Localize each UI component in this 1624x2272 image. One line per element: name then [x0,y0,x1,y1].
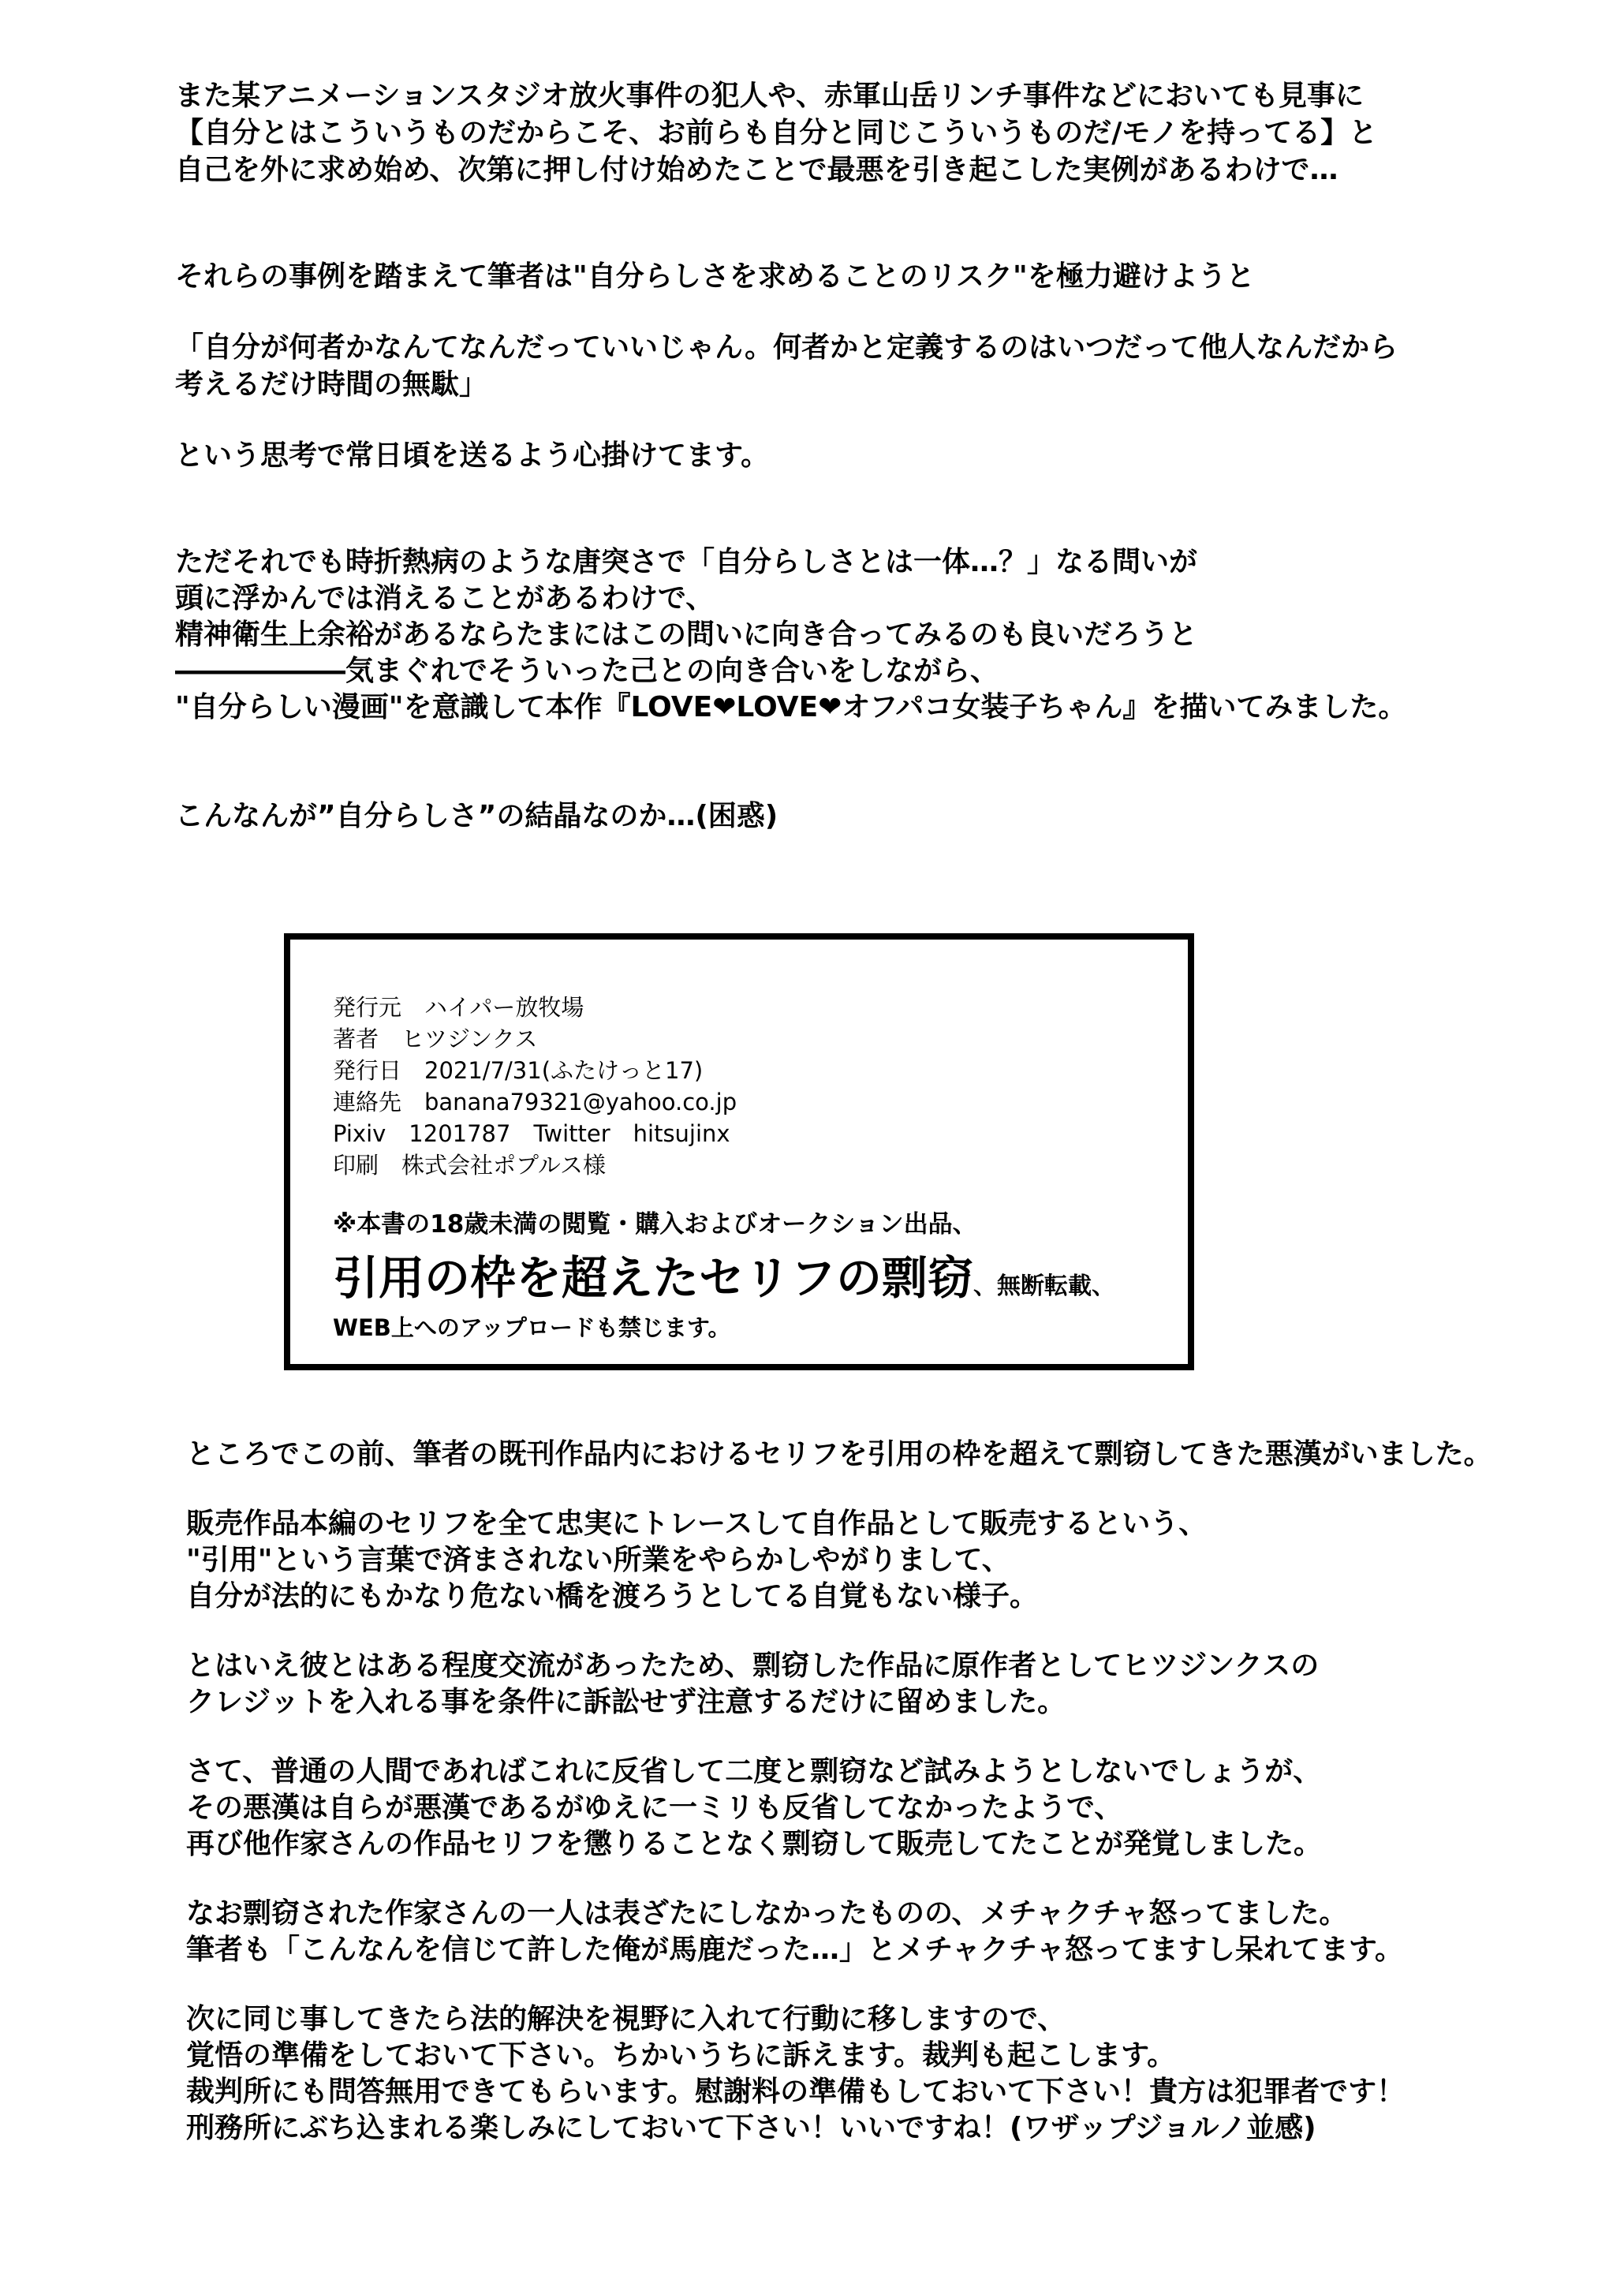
lower-line-14: 裁判所にも問答無用できてもらいます。慰謝料の準備もしておいて下さい！貴方は犯罪者です！ [186,2076,1406,2108]
upper-line-9: 頭に浮かんでは消えることがあるわけで、 [175,582,715,615]
upper-line-12: "自分らしい漫画"を意識して本作『LOVE❤LOVE❤オフパコ女装子ちゃん』を描いてみました。 [175,691,1407,723]
upper-line-8: ただそれでも時折熱病のような唐突さで「自分らしさとは一体…？」なる問いが [175,546,1198,578]
lower-line-6: クレジットを入れる事を条件に訴訟せず注意するだけに留めました。 [186,1686,1066,1718]
upper-line-10: 精神衛生上余裕があるならたまにはこの問いに向き合ってみるのも良いだろうと [175,618,1198,651]
colophon-printer: 印刷 株式会社ポプルス様 [333,1152,606,1179]
upper-line-7: という思考で常日頃を送るよう心掛けてます。 [175,439,770,472]
upper-line-2: 【自分とはこういうものだからこそ、お前らも自分と同じこういうものだ/モノを持ってる】と [175,117,1378,149]
lower-line-8: その悪漢は自らが悪漢であるがゆえに一ミリも反省してなかったようで、 [186,1792,1123,1824]
lower-line-10: なお剽窃された作家さんの一人は表ざたにしなかったものの、メチャクチャ怒ってました。 [186,1897,1348,1930]
lower-line-7: さて、普通の人間であればこれに反省して二度と剽窃など試みようとしないでしょうが、 [186,1755,1322,1788]
notice-big-suffix: 、無断転載、 [973,1272,1116,1300]
lower-line-4: 自分が法的にもかなり危ない橋を渡ろうとしてる自覚もない様子。 [186,1580,1039,1612]
lower-line-3: "引用"という言葉で済まされない所業をやらかしやがりまして、 [186,1544,1010,1576]
lower-line-15: 刑務所にぶち込まれる楽しみにしておいて下さい！いいですね！(ワザップジョルノ並感) [186,2112,1316,2144]
lower-line-9: 再び他作家さんの作品セリフを懲りることなく剽窃して販売してたことが発覚しました。 [186,1828,1323,1860]
lower-line-5: とはいえ彼とはある程度交流があったため、剽窃した作品に原作者としてヒツジンクスの [186,1650,1320,1682]
colophon-date: 発行日 2021/7/31(ふたけっと17) [333,1057,704,1084]
lower-line-2: 販売作品本編のセリフを全て忠実にトレースして自作品として販売するという、 [186,1508,1208,1540]
notice-line-1: ※本書の18歳未満の閲覧・購入およびオークション出品、 [333,1210,977,1239]
notice-big-text: 引用の枠を超えたセリフの剽窃 [333,1251,974,1305]
colophon-box [284,933,1194,1370]
colophon-contact: 連絡先 banana79321@yahoo.co.jp [333,1089,737,1115]
colophon-author: 著者 ヒツジンクス [333,1026,538,1052]
upper-line-3: 自己を外に求め始め、次第に押し付け始めたことで最悪を引き起こした実例があるわけで… [175,154,1338,186]
notice-line-3: WEB上へのアップロードも禁じます。 [333,1314,731,1341]
upper-line-11: ――――――気まぐれでそういった己との向き合いをしながら、 [175,655,999,687]
upper-line-6: 考えるだけ時間の無駄」 [175,368,488,401]
upper-line-1: また某アニメーションスタジオ放火事件の犯人や、赤軍山岳リンチ事件などにおいても見事に [175,80,1364,112]
lower-line-11: 筆者も「こんなんを信じて許した俺が馬鹿だった…」とメチャクチャ怒ってますし呆れてます。 [186,1934,1403,1966]
upper-line-5: 「自分が何者かなんてなんだっていいじゃん。何者かと定義するのはいつだって他人なんだから [175,331,1398,364]
upper-line-4: それらの事例を踏まえて筆者は"自分らしさを求めることのリスク"を極力避けようと [175,260,1255,293]
lower-line-13: 覚悟の準備をしておいて下さい。ちかいうちに訴えます。裁判も起こします。 [186,2039,1176,2072]
notice-big-line [333,1251,1116,1305]
lower-line-1: ところでこの前、筆者の既刊作品内におけるセリフを引用の枠を超えて剽窃してきた悪漢がいました。 [186,1438,1492,1470]
colophon-social: Pixiv 1201787 Twitter hitsujinx [333,1120,730,1147]
upper-line-13: こんなんが”自分らしさ”の結晶なのか…(困惑) [175,800,778,832]
colophon-publisher: 発行元 ハイパー放牧場 [333,994,584,1021]
lower-line-12: 次に同じ事してきたら法的解決を視野に入れて行動に移しますので、 [186,2003,1066,2035]
